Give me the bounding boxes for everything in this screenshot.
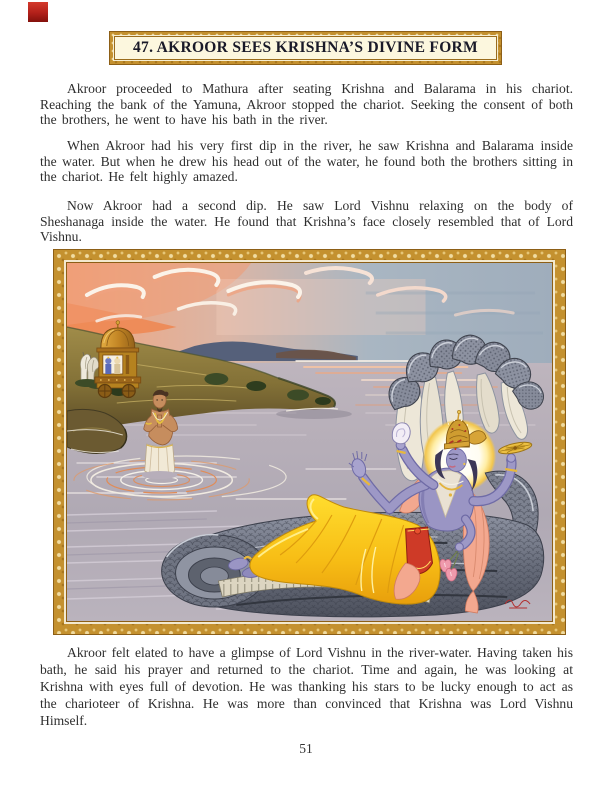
illustration-painting [66,262,553,622]
red-bookmark-tab [28,2,48,22]
vishnu-on-sheshanaga-illustration [67,263,552,621]
paragraph-4: Akroor felt elated to have a glimpse of Lord Vishnu in the river-water. Having taken his bath, he said his prayer and returned to the chariot. Time and again, he was looking at Krishna with eyes full of devotion. He was thanking his stars to be lucky enough to act as the charioteer of Krishna. He was more than convinced that Krishna was Lord Vishnu Himself. [40,645,573,728]
paragraph-2: When Akroor had his very first dip in the river, he saw Krishna and Balarama inside the water. But when he drew his head out of the water, he found both the brothers sitting in the chariot. He felt highly amazed. [40,138,573,185]
illustration-frame [53,249,566,635]
vishnu-conch [392,423,410,444]
paragraph-1: Akroor proceeded to Mathura after seating Krishna and Balarama in his chariot. Reaching the bank of the Yamuna, Akroor stopped the chariot. Seeking the consent of both the brothers, he went to have his bath in the river. [40,81,573,128]
page-number: 51 [299,741,313,756]
paragraph-3: Now Akroor had a second dip. He saw Lord Vishnu relaxing on the body of Sheshanaga inside the water. He found that Krishna’s face closely resembled that of Lord Vishnu. [40,198,573,245]
chapter-title: 47. AKROOR SEES KRISHNA’S DIVINE FORM [133,39,478,56]
chapter-title-box [109,31,502,65]
